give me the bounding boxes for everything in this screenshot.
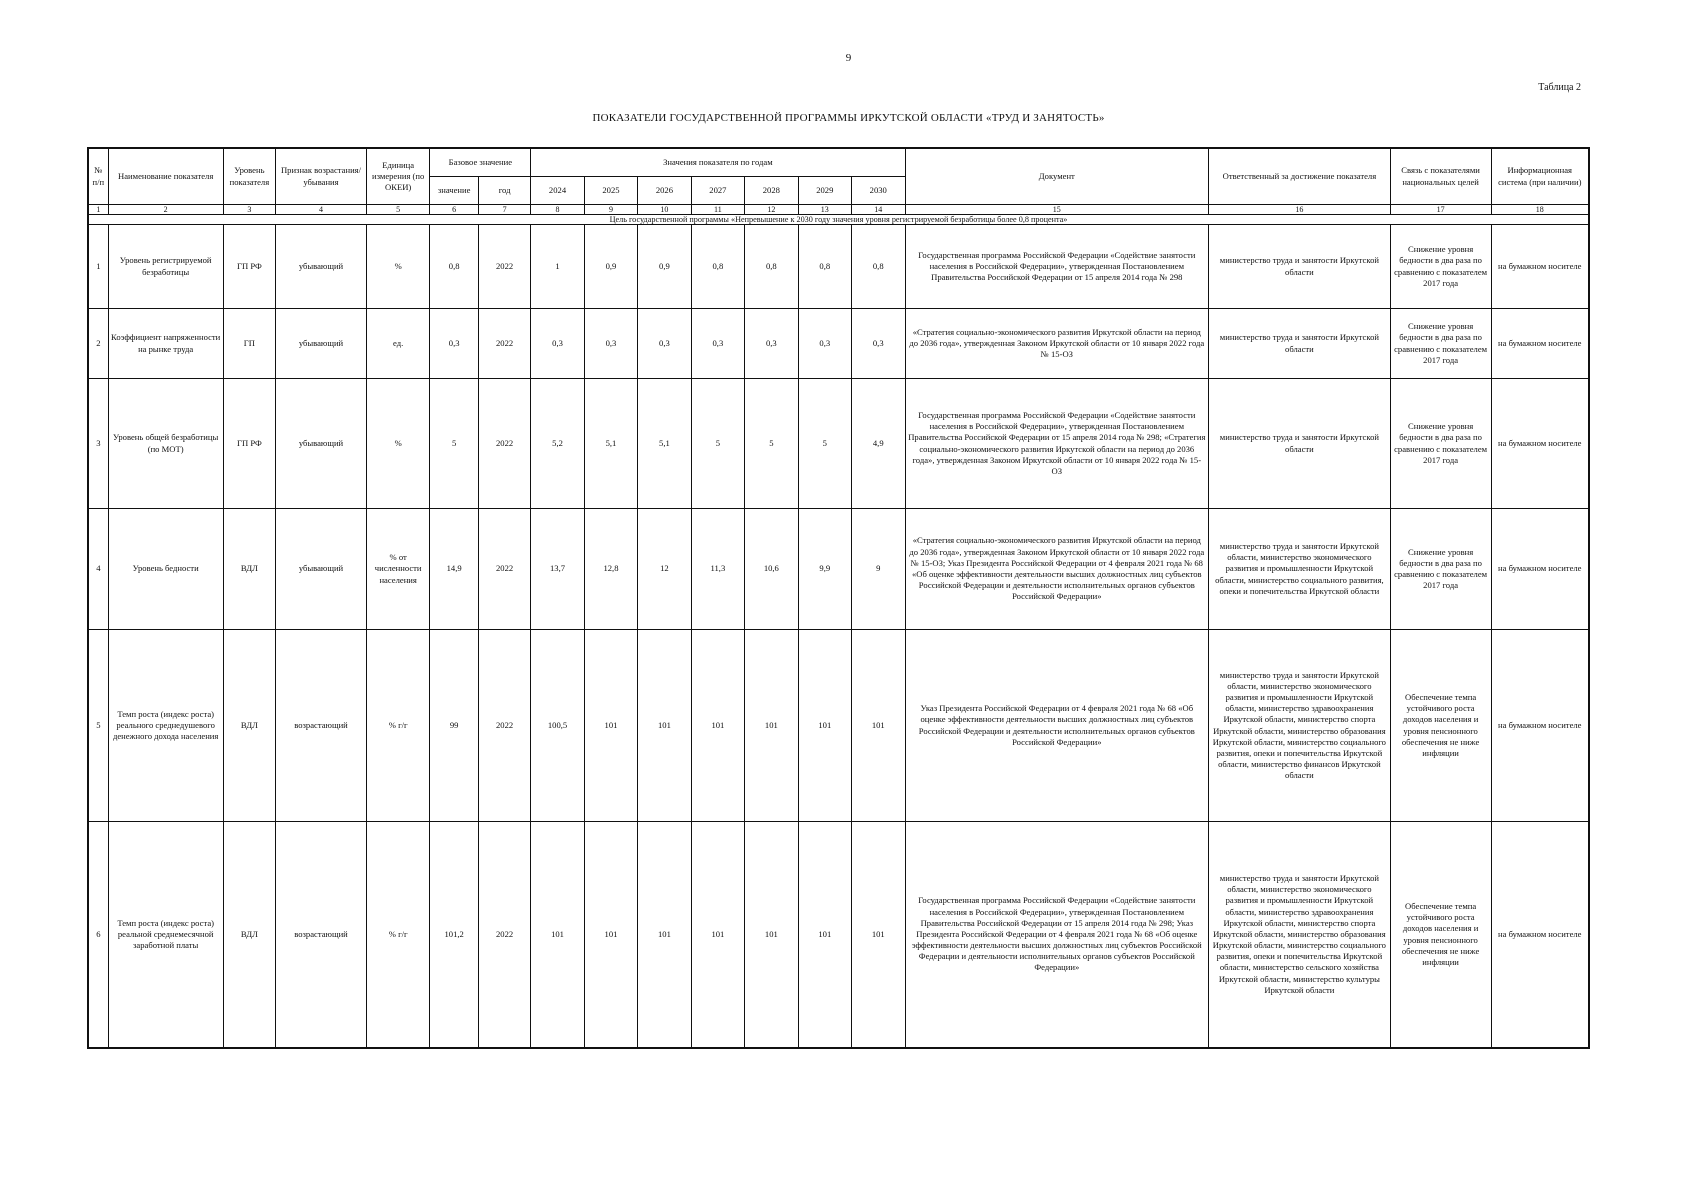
- row-num: 5: [88, 630, 108, 822]
- row-year-value: 0,9: [638, 225, 691, 309]
- row-num: 1: [88, 225, 108, 309]
- header-year: 2028: [745, 177, 798, 205]
- row-year-value: 101: [691, 822, 744, 1049]
- row-year-value: 5,2: [531, 379, 584, 509]
- row-name: Уровень бедности: [108, 509, 223, 630]
- row-name: Уровень регистрируемой безработицы: [108, 225, 223, 309]
- row-num: 2: [88, 309, 108, 379]
- header-year: 2027: [691, 177, 744, 205]
- row-year-value: 0,8: [691, 225, 744, 309]
- row-name: Темп роста (индекс роста) реальной среднемесячной заработной платы: [108, 822, 223, 1049]
- row-base-value: 14,9: [430, 509, 478, 630]
- row-year-value: 5: [798, 379, 851, 509]
- column-number: 1: [88, 205, 108, 215]
- row-base-year: 2022: [478, 630, 530, 822]
- header-year: 2030: [852, 177, 905, 205]
- row-link: Снижение уровня бедности в два раза по сравнению с показателем 2017 года: [1390, 225, 1491, 309]
- row-name: Уровень общей безработицы (по МОТ): [108, 379, 223, 509]
- table-row: [88, 309, 1589, 379]
- row-unit: ед.: [366, 309, 430, 379]
- row-year-value: 0,9: [584, 225, 637, 309]
- row-year-value: 0,8: [852, 225, 905, 309]
- row-level: ГП РФ: [223, 379, 275, 509]
- row-document: Государственная программа Российской Федерации «Содействие занятости населения в Российской Федерации», утвержденная Постановлением Правительства Российской Федерации от 15 апреля 2014 года № 298; Указ Президента Российской Федерации от 4 февраля 2021 года № 68 «Об оценке эффективности деятельности высших должностных лиц субъектов Российской Федерации и деятельности исполнительных органов субъектов Российской Федерации»: [905, 822, 1209, 1049]
- row-year-value: 101: [691, 630, 744, 822]
- row-year-value: 0,3: [852, 309, 905, 379]
- row-year-value: 0,3: [745, 309, 798, 379]
- header-link: Связь с показателями национальных целей: [1390, 148, 1491, 205]
- row-unit: % г/г: [366, 630, 430, 822]
- header-num: № п/п: [88, 148, 108, 205]
- row-document: «Стратегия социально-экономического развития Иркутской области на период до 2036 года», утвержденная Законом Иркутской области от 10 января 2022 года № 15-ОЗ; Указ Президента Российской Федерации от 4 февраля 2021 года № 68 «Об оценке эффективности деятельности высших должностных лиц субъектов Российской Федерации и деятельности исполнительных органов субъектов Российской Федерации»: [905, 509, 1209, 630]
- row-year-value: 5,1: [638, 379, 691, 509]
- row-info: на бумажном носителе: [1491, 225, 1589, 309]
- document-title: ПОКАЗАТЕЛИ ГОСУДАРСТВЕННОЙ ПРОГРАММЫ ИРКУТСКОЙ ОБЛАСТИ «ТРУД И ЗАНЯТОСТЬ»: [592, 112, 1105, 124]
- row-year-value: 5: [745, 379, 798, 509]
- row-document: «Стратегия социально-экономического развития Иркутской области на период до 2036 года», утвержденная Законом Иркутской области от 10 января 2022 года № 15-ОЗ: [905, 309, 1209, 379]
- column-number: 5: [366, 205, 430, 215]
- header-year: 2024: [531, 177, 584, 205]
- row-year-value: 0,8: [798, 225, 851, 309]
- row-num: 3: [88, 379, 108, 509]
- row-trend: возрастающий: [276, 630, 367, 822]
- table-row: [88, 509, 1589, 630]
- row-trend: убывающий: [276, 309, 367, 379]
- row-year-value: 9,9: [798, 509, 851, 630]
- row-base-year: 2022: [478, 822, 530, 1049]
- column-number-row: [88, 205, 1589, 215]
- table-row: [88, 225, 1589, 309]
- header-unit: Единица измерения (по ОКЕИ): [366, 148, 430, 205]
- row-num: 4: [88, 509, 108, 630]
- row-info: на бумажном носителе: [1491, 630, 1589, 822]
- column-number: 16: [1209, 205, 1391, 215]
- row-year-value: 9: [852, 509, 905, 630]
- row-responsible: министерство труда и занятости Иркутской области, министерство экономического развития и промышленности Иркутской области, министерство здравоохранения Иркутской области, министерство спорта Иркутской области, министерство образования Иркутской области, министерство социального развития, опеки и попечительства Иркутской области, министерство финансов Иркутской области: [1209, 630, 1391, 822]
- column-number: 17: [1390, 205, 1491, 215]
- column-number: 7: [478, 205, 530, 215]
- row-name: Темп роста (индекс роста) реального среднедушевого денежного дохода населения: [108, 630, 223, 822]
- row-trend: убывающий: [276, 509, 367, 630]
- row-responsible: министерство труда и занятости Иркутской области, министерство экономического развития и промышленности Иркутской области, министерство здравоохранения Иркутской области, министерство спорта Иркутской области, министерство образования Иркутской области, министерство социального развития, опеки и попечительства Иркутской области, министерство сельского хозяйства Иркутской области, министерство культуры Иркутской области: [1209, 822, 1391, 1049]
- row-link: Обеспечение темпа устойчивого роста доходов населения и уровня пенсионного обеспечения не ниже инфляции: [1390, 630, 1491, 822]
- table-label: Таблица 2: [1538, 82, 1581, 93]
- row-num: 6: [88, 822, 108, 1049]
- row-year-value: 101: [798, 630, 851, 822]
- row-info: на бумажном носителе: [1491, 509, 1589, 630]
- row-info: на бумажном носителе: [1491, 822, 1589, 1049]
- row-year-value: 11,3: [691, 509, 744, 630]
- row-unit: %: [366, 225, 430, 309]
- row-base-year: 2022: [478, 309, 530, 379]
- row-level: ГП: [223, 309, 275, 379]
- row-trend: убывающий: [276, 379, 367, 509]
- column-number: 6: [430, 205, 478, 215]
- row-year-value: 101: [852, 630, 905, 822]
- row-year-value: 101: [745, 822, 798, 1049]
- indicators-table: [87, 147, 1590, 1049]
- header-base-year: год: [478, 177, 530, 205]
- header-level: Уровень показателя: [223, 148, 275, 205]
- row-year-value: 5,1: [584, 379, 637, 509]
- row-unit: %: [366, 379, 430, 509]
- header-base: Базовое значение: [430, 148, 531, 177]
- row-year-value: 4,9: [852, 379, 905, 509]
- row-unit: % г/г: [366, 822, 430, 1049]
- column-number: 15: [905, 205, 1209, 215]
- row-year-value: 12,8: [584, 509, 637, 630]
- header-document: Документ: [905, 148, 1209, 205]
- row-year-value: 101: [584, 630, 637, 822]
- row-base-year: 2022: [478, 509, 530, 630]
- row-year-value: 0,3: [798, 309, 851, 379]
- row-year-value: 0,3: [638, 309, 691, 379]
- row-base-value: 101,2: [430, 822, 478, 1049]
- row-base-year: 2022: [478, 379, 530, 509]
- row-responsible: министерство труда и занятости Иркутской области: [1209, 379, 1391, 509]
- goal-row: [88, 215, 1589, 225]
- table-row: [88, 822, 1589, 1049]
- row-base-value: 0,8: [430, 225, 478, 309]
- row-document: Указ Президента Российской Федерации от 4 февраля 2021 года № 68 «Об оценке эффективности деятельности высших должностных лиц субъектов Российской Федерации и деятельности исполнительных органов субъектов Российской Федерации»: [905, 630, 1209, 822]
- row-year-value: 101: [638, 822, 691, 1049]
- row-year-value: 13,7: [531, 509, 584, 630]
- table-row: [88, 379, 1589, 509]
- row-responsible: министерство труда и занятости Иркутской области: [1209, 309, 1391, 379]
- row-responsible: министерство труда и занятости Иркутской области, министерство экономического развития и промышленности Иркутской области, министерство социального развития, опеки и попечительства Иркутской области: [1209, 509, 1391, 630]
- row-trend: убывающий: [276, 225, 367, 309]
- column-number: 12: [745, 205, 798, 215]
- row-year-value: 0,3: [531, 309, 584, 379]
- row-year-value: 1: [531, 225, 584, 309]
- row-link: Снижение уровня бедности в два раза по сравнению с показателем 2017 года: [1390, 309, 1491, 379]
- header-year: 2026: [638, 177, 691, 205]
- row-base-value: 5: [430, 379, 478, 509]
- row-name: Коэффициент напряженности на рынке труда: [108, 309, 223, 379]
- header-row-top: [88, 148, 1589, 177]
- row-link: Снижение уровня бедности в два раза по сравнению с показателем 2017 года: [1390, 379, 1491, 509]
- column-number: 4: [276, 205, 367, 215]
- row-responsible: министерство труда и занятости Иркутской области: [1209, 225, 1391, 309]
- row-level: ВДЛ: [223, 509, 275, 630]
- row-year-value: 0,3: [584, 309, 637, 379]
- row-year-value: 101: [798, 822, 851, 1049]
- row-unit: % от численности населения: [366, 509, 430, 630]
- row-info: на бумажном носителе: [1491, 309, 1589, 379]
- row-document: Государственная программа Российской Федерации «Содействие занятости населения в Российской Федерации», утвержденная Постановлением Правительства Российской Федерации от 15 апреля 2014 года № 298; «Стратегия социально-экономического развития Иркутской области на период до 2036 года», утвержденная Законом Иркутской области от 10 января 2022 года № 15-ОЗ: [905, 379, 1209, 509]
- header-responsible: Ответственный за достижение показателя: [1209, 148, 1391, 205]
- row-year-value: 101: [531, 822, 584, 1049]
- column-number: 2: [108, 205, 223, 215]
- column-number: 3: [223, 205, 275, 215]
- row-year-value: 5: [691, 379, 744, 509]
- row-year-value: 12: [638, 509, 691, 630]
- column-number: 18: [1491, 205, 1589, 215]
- row-year-value: 10,6: [745, 509, 798, 630]
- column-number: 14: [852, 205, 905, 215]
- header-trend: Признак возрастания/ убывания: [276, 148, 367, 205]
- header-year: 2029: [798, 177, 851, 205]
- row-link: Обеспечение темпа устойчивого роста доходов населения и уровня пенсионного обеспечения не ниже инфляции: [1390, 822, 1491, 1049]
- header-name: Наименование показателя: [108, 148, 223, 205]
- row-info: на бумажном носителе: [1491, 379, 1589, 509]
- column-number: 10: [638, 205, 691, 215]
- row-level: ГП РФ: [223, 225, 275, 309]
- row-base-value: 99: [430, 630, 478, 822]
- header-year: 2025: [584, 177, 637, 205]
- row-link: Снижение уровня бедности в два раза по сравнению с показателем 2017 года: [1390, 509, 1491, 630]
- row-trend: возрастающий: [276, 822, 367, 1049]
- page-number: 9: [845, 52, 852, 64]
- header-years-group: Значения показателя по годам: [531, 148, 905, 177]
- row-year-value: 0,8: [745, 225, 798, 309]
- row-year-value: 101: [852, 822, 905, 1049]
- column-number: 8: [531, 205, 584, 215]
- table-row: [88, 630, 1589, 822]
- row-level: ВДЛ: [223, 630, 275, 822]
- row-year-value: 101: [638, 630, 691, 822]
- header-base-value: значение: [430, 177, 478, 205]
- column-number: 9: [584, 205, 637, 215]
- row-document: Государственная программа Российской Федерации «Содействие занятости населения в Российской Федерации», утвержденная Постановлением Правительства Российской Федерации от 15 апреля 2014 года № 298: [905, 225, 1209, 309]
- row-base-value: 0,3: [430, 309, 478, 379]
- column-number: 11: [691, 205, 744, 215]
- header-info: Информационная система (при наличии): [1491, 148, 1589, 205]
- row-base-year: 2022: [478, 225, 530, 309]
- row-year-value: 101: [745, 630, 798, 822]
- row-level: ВДЛ: [223, 822, 275, 1049]
- row-year-value: 101: [584, 822, 637, 1049]
- row-year-value: 0,3: [691, 309, 744, 379]
- program-goal: Цель государственной программы «Непревышение к 2030 году значения уровня регистрируемой безработицы более 0,8 процента»: [88, 215, 1589, 225]
- column-number: 13: [798, 205, 851, 215]
- row-year-value: 100,5: [531, 630, 584, 822]
